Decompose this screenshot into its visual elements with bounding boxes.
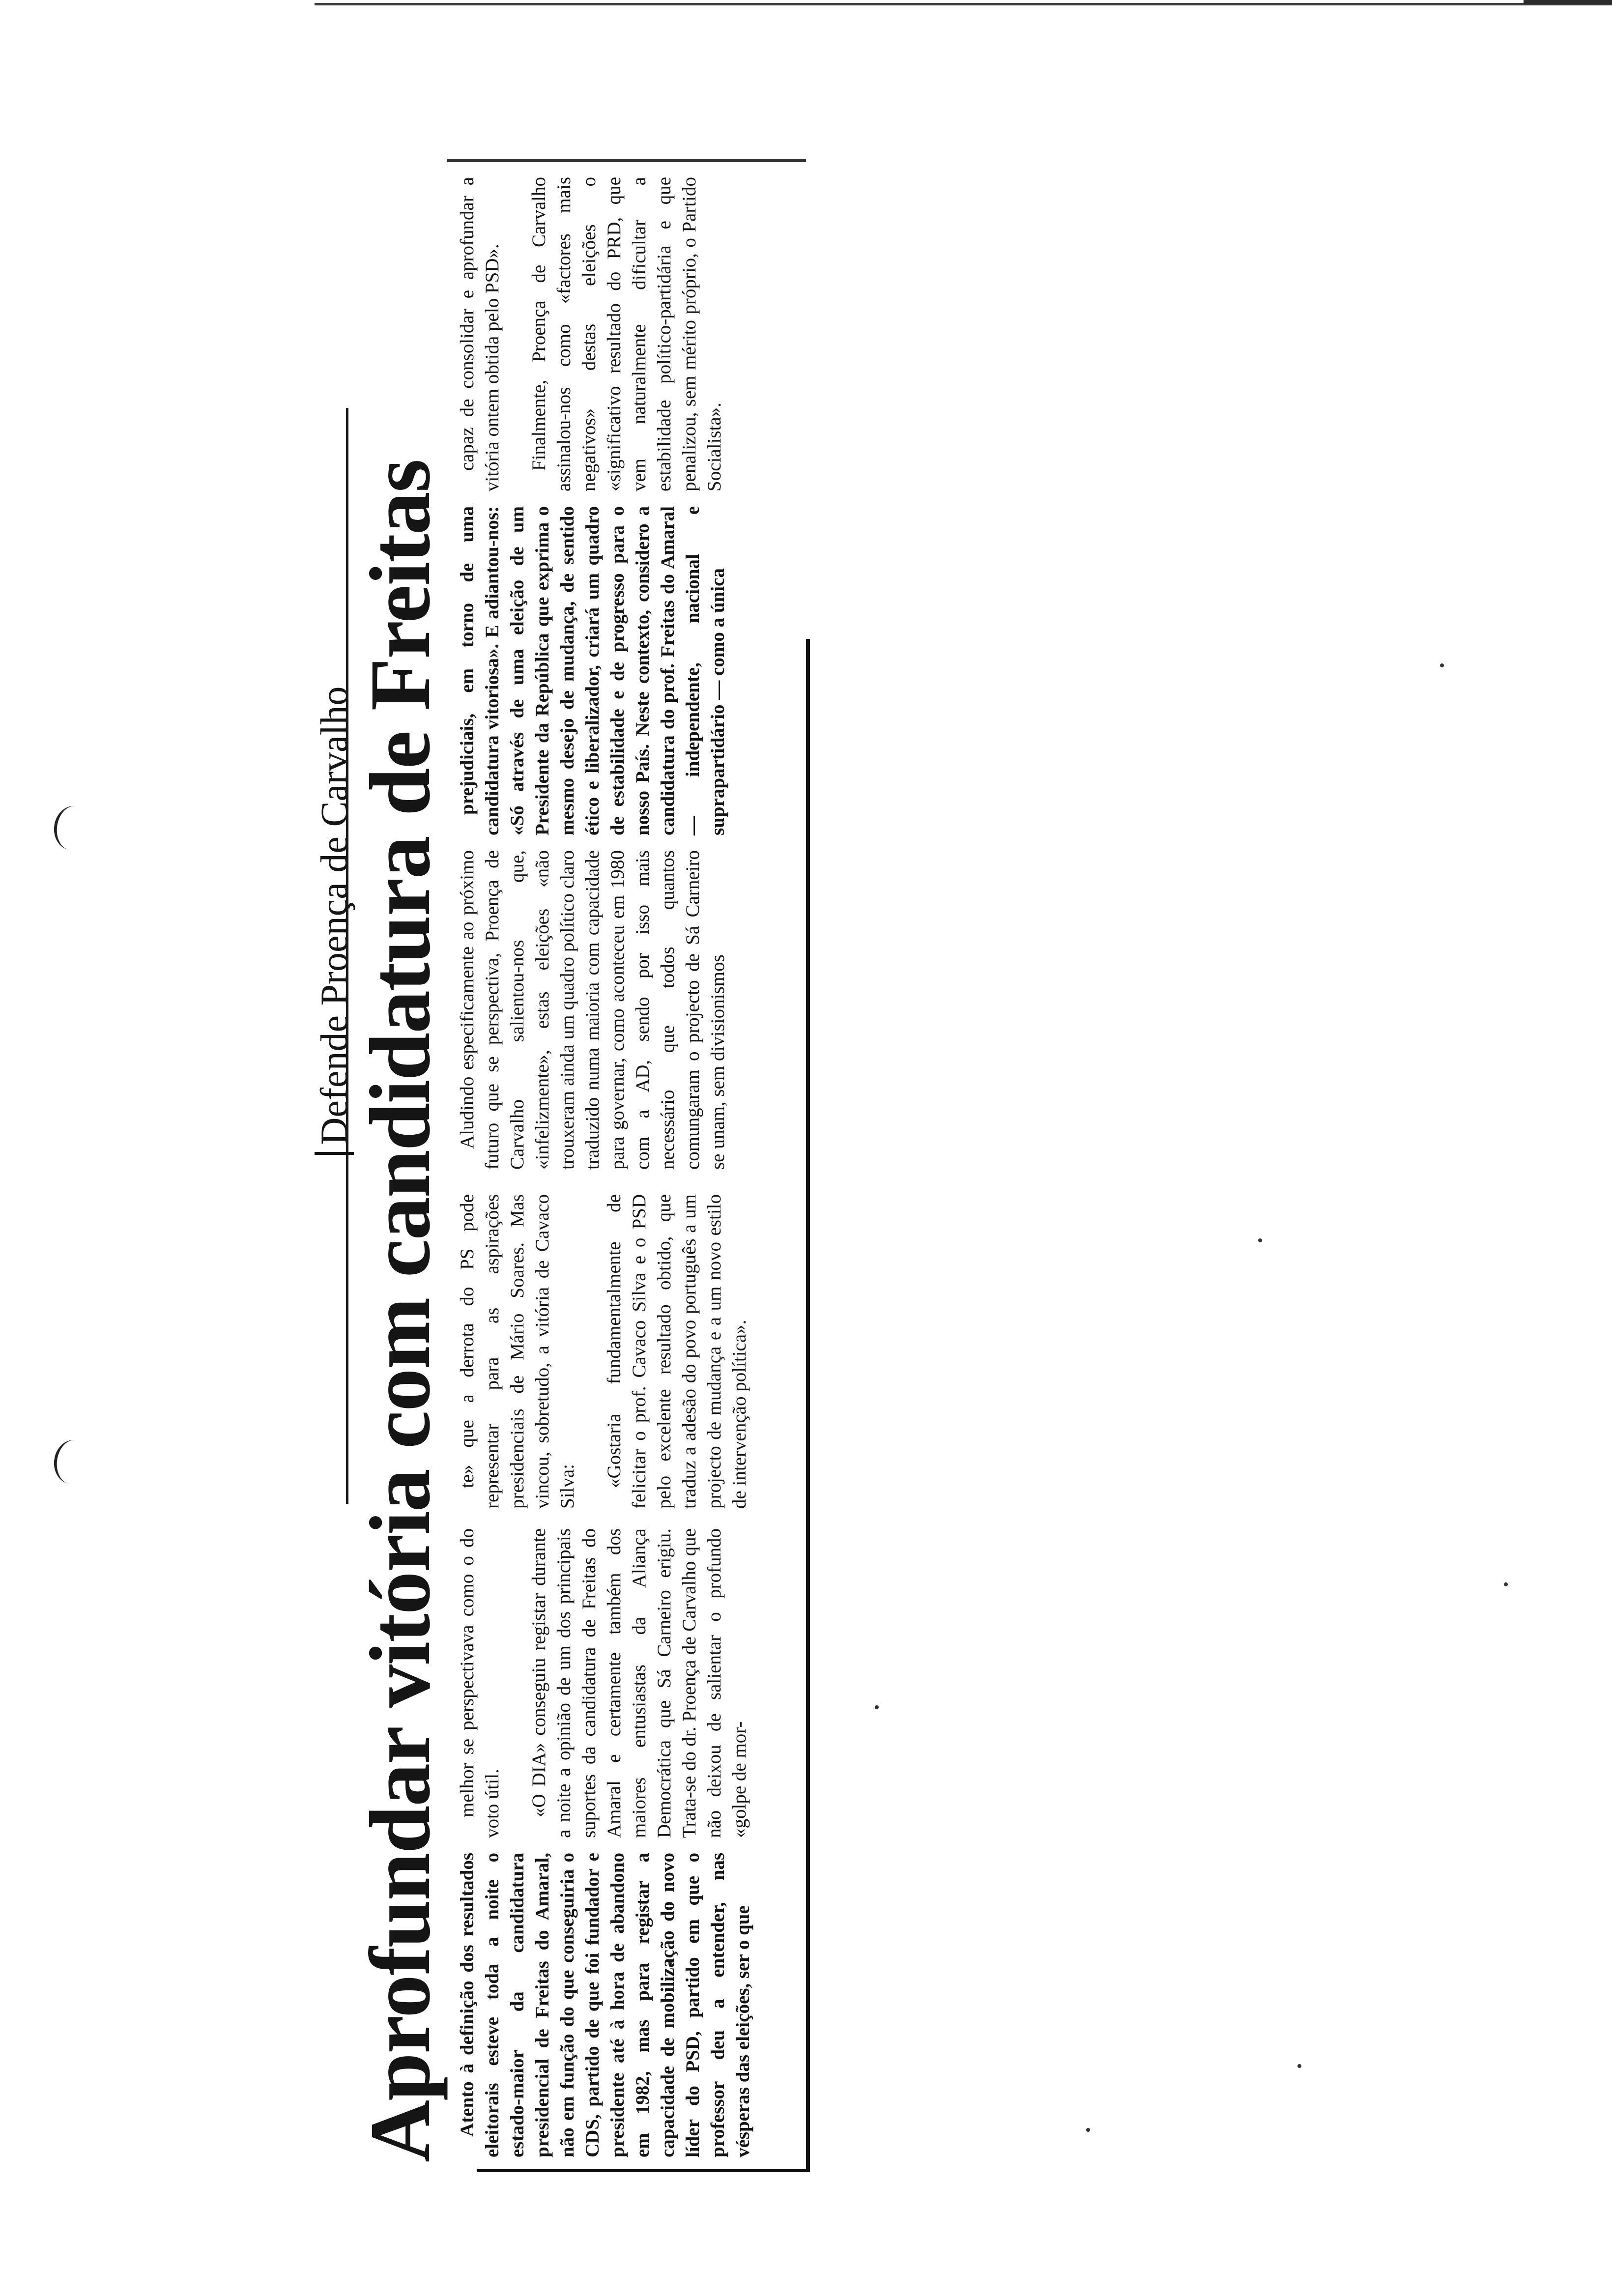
punch-hole-mark xyxy=(51,1437,94,1487)
paragraph: Aludindo especificamente ao próximo futuro que se perspectiva, Proença de Carvalho salientou-nos que, «infelizmente», estas eleições «não trouxeram ainda um quadro político claro traduzido numa maioria com capacidade para governar, como aconteceu em 1980 com a AD, sendo por isso mais necessário que todos quantos comungaram o projecto de Sá Carneiro se unam, sem divisionismos xyxy=(457,850,728,1170)
newspaper-clipping xyxy=(315,157,806,2172)
scan-edge-top xyxy=(315,3,1612,5)
scan-speck xyxy=(875,1705,879,1709)
article-column-1 xyxy=(455,1853,808,2157)
scan-speck xyxy=(1504,1582,1508,1586)
column-rule-right xyxy=(447,159,806,162)
paragraph: Atento à definição dos resultados eleitorais esteve toda a noite o estado-maior da candidatura presidencial de Freitas do Amaral, não em função do que conseguiria o CDS, partido de que foi fundador e presidente até à hora de abandono em 1982, mas para registar a capacidade de mobilização do novo líder do PSD, partido em que o professor deu a entender, nas vésperas das eleições, ser o que xyxy=(457,1853,753,2157)
paragraph: capaz de consolidar e aprofundar a vitória ontem obtida pelo PSD». xyxy=(457,177,503,491)
article-column-5 xyxy=(455,506,808,835)
article-kicker: Defende Proença de Carvalho xyxy=(315,418,354,1155)
paragraph: prejudiciais, em torno de uma candidatura vitoriosa». E adiantou-nos: «Só através de uma eleição de um Presidente da República que exprima o mesmo desejo de mudança, de sentido ético e liberalizador, criará um quadro de estabilidade e de progresso para o nosso País. Neste contexto, considero a candidatura do prof. Freitas do Amaral — independente, nacional e suprapartidário — como a única xyxy=(457,506,728,835)
scan-speck xyxy=(1086,2128,1090,2132)
article-headline: Aprofundar vitória com candidatura de Freitas xyxy=(352,459,448,2162)
article-column-2 xyxy=(455,1528,808,1838)
article-column-6 xyxy=(455,177,808,491)
paragraph: Finalmente, Proença de Carvalho assinalou-nos como «factores mais negativos» destas eleições o «significativo resultado do PRD, que vem naturalmente dificultar a estabilidade político-partidária e que penalizou, sem mérito próprio, o Partido Socialista». xyxy=(528,177,725,491)
scan-speck xyxy=(1440,663,1444,667)
article-column-3 xyxy=(455,1194,808,1509)
column-rule-left xyxy=(477,2169,806,2172)
punch-hole-mark xyxy=(51,804,94,853)
scan-speck xyxy=(1258,1238,1262,1242)
paragraph: «Gostaria fundamentalmente de felicitar o prof. Cavaco Silva e o PSD pelo excelente resultado obtido, que traduz a adesão do povo português a um projecto de mudança e a um novo estilo de intervenção política». xyxy=(604,1194,750,1509)
paragraph: melhor se perspectivava como o do voto útil. xyxy=(457,1528,503,1838)
paragraph: «O DIA» conseguiu registar durante a noite a opinião de um dos principais suportes da candidatura de Freitas do Amaral e certamente também dos maiores entusiastas da Aliança Democrática que Sá Carneiro erigiu. Trata-se do dr. Proença de Carvalho que não deixou de salientar o profundo «golpe de mor- xyxy=(528,1528,750,1838)
scan-edge-corner xyxy=(1524,0,1612,4)
article-column-4 xyxy=(455,850,808,1170)
scan-speck xyxy=(1297,2064,1301,2068)
paragraph: te» que a derrota do PS pode representar para as aspirações presidenciais de Mário Soares. Mas vincou, sobretudo, a vitória de Cavaco Silva: xyxy=(457,1194,578,1509)
